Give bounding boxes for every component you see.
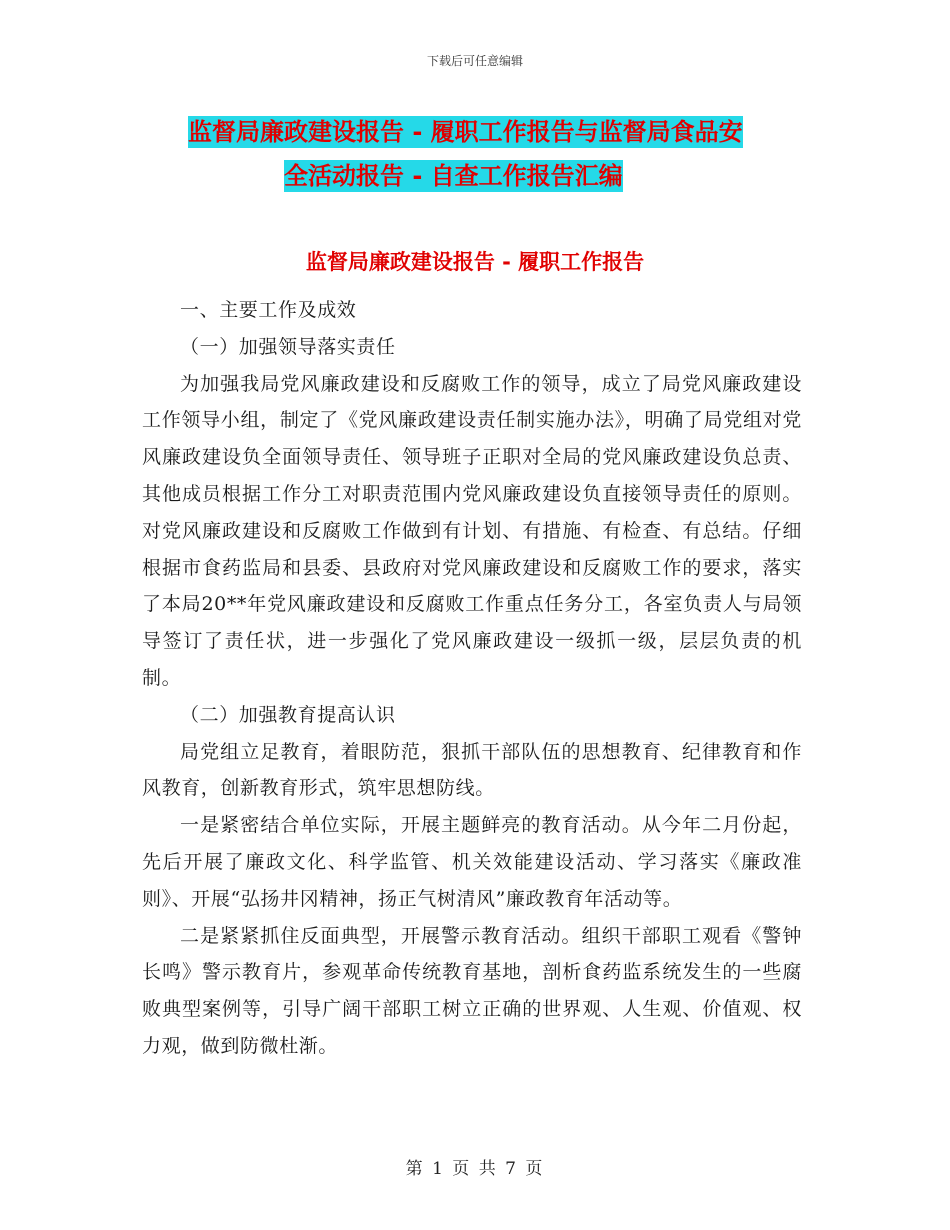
paragraph-leadership: 为加强我局党风廉政建设和反腐败工作的领导，成立了局党风廉政建设工作领导小组，制定了《党风廉政建设责任制实施办法》，明确了局党组对党风廉政建设负全面领导责任、领导班子正职对全局的党风廉政建设负总责、其他成员根据工作分工对职责范围内党风廉政建设负直接领导责任的原则。对党风廉政建设和反腐败工作做到有计划、有措施、有检查、有总结。仔细根据市食药监局和县委、县政府对党风廉政建设和反腐败工作的要求，落实了本局20**年党风廉政建设和反腐败工作重点任务分工，各室负责人与局领导签订了责任状，进一步强化了党风廉政建设一级抓一级，层层负责的机制。 bbox=[142, 372, 802, 689]
subheading-education: （二）加强教育提高认识 bbox=[180, 703, 396, 726]
paragraph-education-second: 二是紧紧抓住反面典型，开展警示教育活动。组织干部职工观看《警钟长鸣》警示教育片，参观革命传统教育基地，剖析食药监系统发生的一些腐败典型案例等，引导广阔干部职工树立正确的世界观、人生观、价值观、权力观，做到防微杜渐。 bbox=[142, 924, 802, 1057]
document-main-title bbox=[140, 110, 820, 198]
page-footer: 第 1 页 共 7 页 bbox=[405, 1159, 545, 1179]
main-title-line-1-text: 监督局廉政建设报告 - 履职工作报告与监督局食品安 bbox=[188, 118, 743, 146]
subheading-leadership: （一）加强领导落实责任 bbox=[180, 335, 396, 358]
main-title-line-2-text: 全活动报告 - 自查工作报告汇编 bbox=[284, 162, 623, 190]
main-title-line-1 bbox=[140, 110, 820, 154]
heading-main-work: 一、主要工作及成效 bbox=[180, 299, 357, 321]
header-note: 下载后可任意编辑 bbox=[426, 54, 523, 68]
section-title: 监督局廉政建设报告 - 履职工作报告 bbox=[305, 250, 645, 274]
paragraph-education-first: 一是紧密结合单位实际，开展主题鲜亮的教育活动。从今年二月份起，先后开展了廉政文化、科学监管、机关效能建设活动、学习落实《廉政准则》、开展“弘扬井冈精神，扬正气树清风”廉政教育年活动等。 bbox=[142, 814, 802, 910]
main-title-line-2 bbox=[140, 154, 820, 198]
paragraph-education-intro: 局党组立足教育，着眼防范，狠抓干部队伍的思想教育、纪律教育和作风教育，创新教育形式，筑牢思想防线。 bbox=[142, 740, 802, 800]
document-body bbox=[142, 292, 802, 1065]
